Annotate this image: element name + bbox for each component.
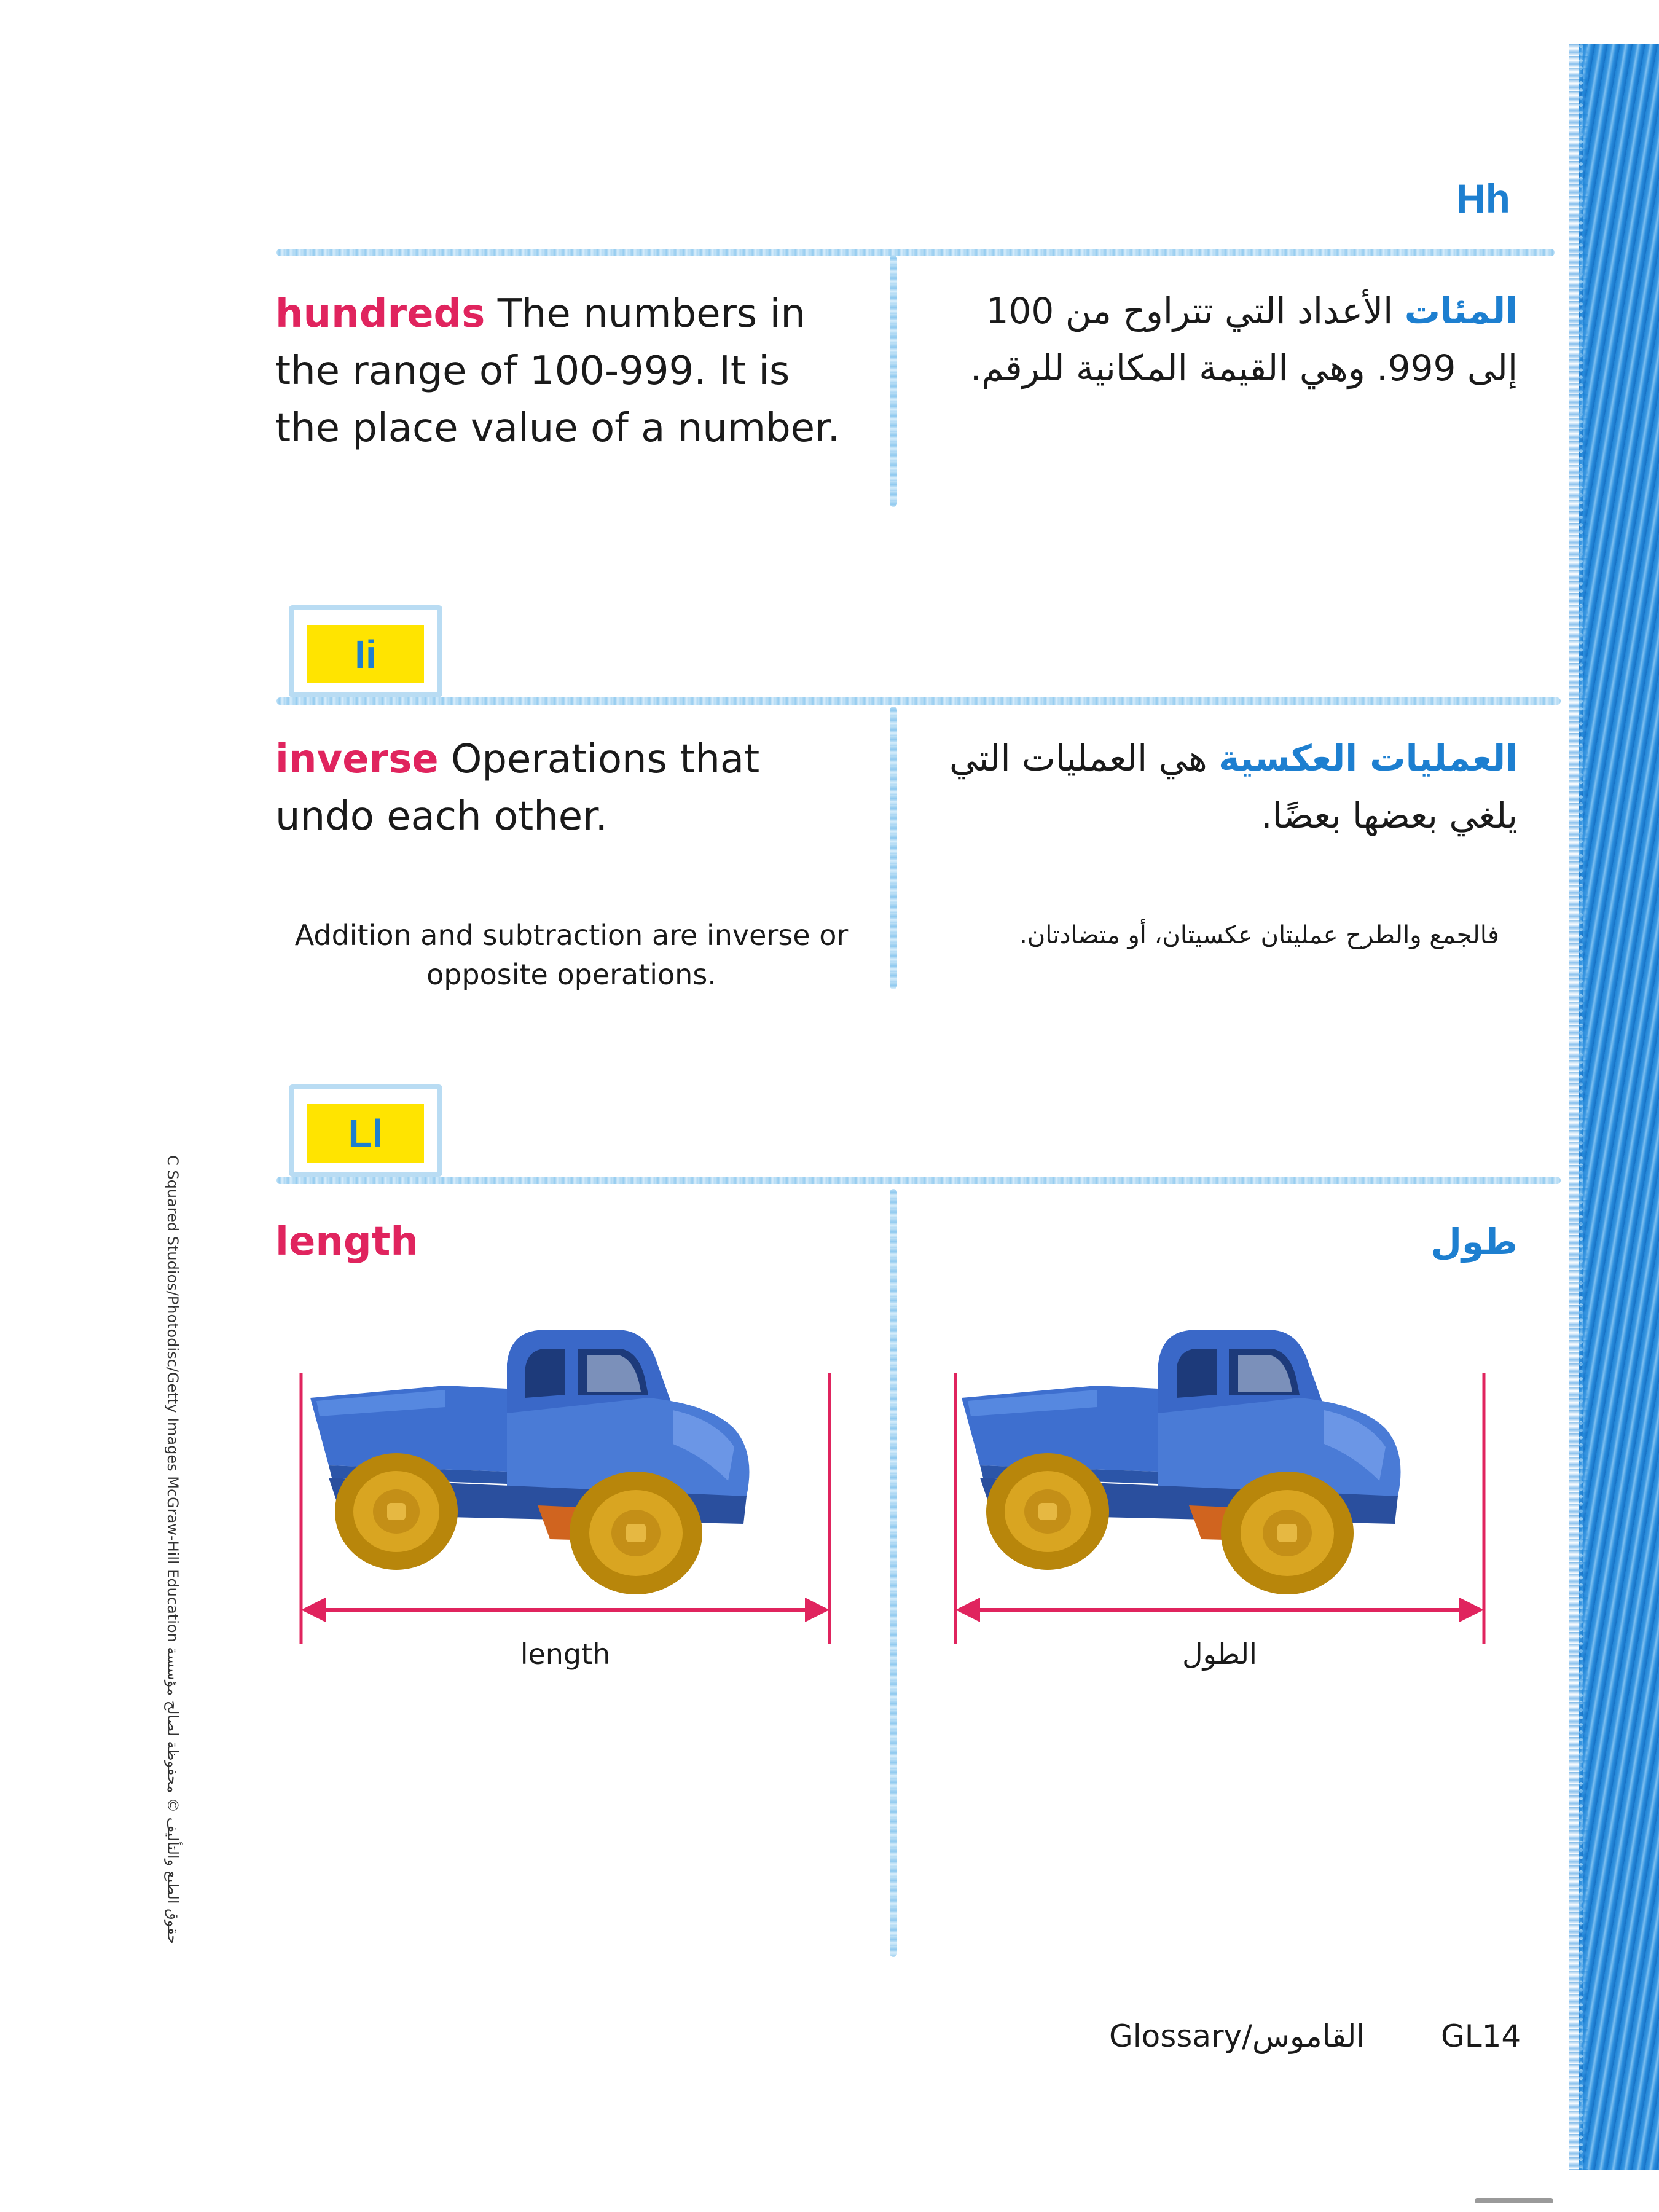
crayon-edge-decoration	[1579, 44, 1659, 2170]
glossary-entry-ar-inverse	[928, 730, 1518, 844]
section-divider-i	[276, 697, 1561, 705]
letter-tab-label: Ii	[307, 625, 424, 683]
definition-en: Operations that undo each other.	[275, 737, 760, 839]
letter-tab-label: Ll	[307, 1104, 424, 1163]
term-en: hundreds	[275, 291, 485, 337]
section-divider-l	[276, 1177, 1561, 1184]
term-en: inverse	[275, 737, 439, 782]
term-ar: طول	[1430, 1221, 1518, 1263]
glossary-entry-en-hundreds	[275, 286, 865, 457]
definition-ar: الأعداد التي تتراوح من 100 إلى 999. وهي القيمة المكانية للرقم.	[970, 290, 1518, 389]
truck-length-figure-en	[289, 1309, 842, 1653]
definition-ar: هي العمليات التي يلغي بعضها بعضًا.	[949, 737, 1518, 836]
letter-tab-i	[289, 605, 442, 697]
arrow-left-icon	[301, 1598, 326, 1622]
definition-en: The numbers in the range of 100-999. It is the place value of a number.	[275, 291, 840, 451]
caption-ar-length: الطول	[1182, 1637, 1257, 1671]
letter-tab-l	[289, 1084, 442, 1177]
glossary-entry-ar-hundreds	[928, 283, 1518, 397]
arrow-right-icon	[1459, 1598, 1484, 1622]
home-indicator[interactable]	[1475, 2198, 1553, 2203]
letter-heading-h: Hh	[1456, 176, 1510, 221]
page-number: GL14	[1441, 2018, 1521, 2054]
arrow-left-icon	[955, 1598, 980, 1622]
column-divider-l	[890, 1189, 897, 1957]
glossary-entry-ar-length	[1167, 1214, 1518, 1271]
footer-glossary-label: Glossary/القاموس	[1109, 2018, 1365, 2054]
term-ar: المئات	[1404, 290, 1518, 332]
column-divider-h	[890, 255, 897, 507]
arrow-right-icon	[805, 1598, 830, 1622]
example-ar-inverse: فالجمع والطرح عمليتان عكسيتان، أو متضادتان.	[1019, 921, 1499, 949]
photo-credit: C Squared Studios/Photodisc/Getty Images McGraw-Hill Education حقوق الطبع والتأليف © محفوظة لصالح مؤسسة	[164, 1155, 181, 1945]
toy-truck-icon	[289, 1309, 842, 1653]
truck-length-figure-ar	[943, 1309, 1496, 1653]
caption-en-length: length	[520, 1637, 611, 1671]
column-divider-i	[890, 707, 897, 989]
toy-truck-icon	[943, 1309, 1496, 1653]
section-divider-h	[276, 249, 1555, 256]
term-en: length	[275, 1219, 418, 1265]
glossary-entry-en-length	[275, 1214, 418, 1271]
example-en-inverse: Addition and subtraction are inverse or opposite operations.	[294, 919, 849, 991]
glossary-entry-en-inverse	[275, 731, 865, 845]
term-ar: العمليات العكسية	[1218, 737, 1518, 779]
